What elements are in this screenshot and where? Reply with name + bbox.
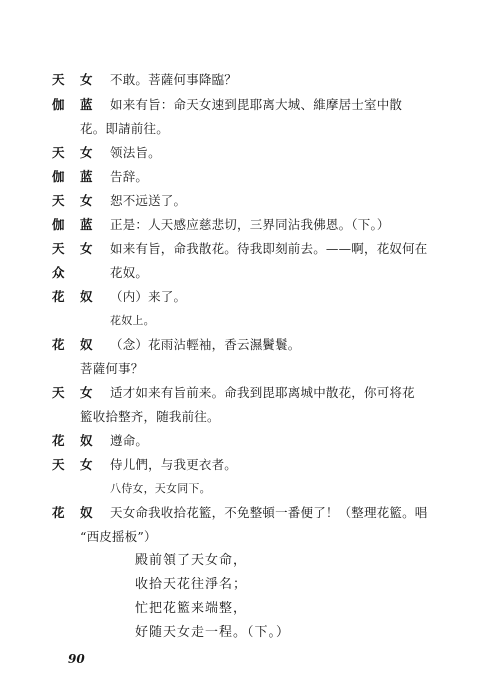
speaker-char: 天 xyxy=(52,457,65,472)
verse-line: 收拾天花往淨名； xyxy=(135,577,248,592)
verse-line: 好随天女走一程。（下。） xyxy=(135,625,291,640)
dialogue-text: 恕不远送了。 xyxy=(110,193,187,208)
dialogue-text: 如来有旨，命我散花。待我即刻前去。——啊，花奴何在 xyxy=(110,241,428,256)
dialogue-text: 不敢。菩薩何事降臨？ xyxy=(110,72,238,87)
speaker-char: 伽 xyxy=(52,169,65,184)
speaker-char: 花 xyxy=(52,289,65,304)
speaker-char: 花 xyxy=(52,337,65,352)
speaker-char: 奴 xyxy=(80,289,93,304)
dialogue-text: 正是：人天感应慈悲切，三界同沾我佛恩。（下。） xyxy=(110,217,390,232)
speaker-char: 众 xyxy=(52,265,65,280)
speaker-char: 天 xyxy=(52,72,65,87)
speaker-char: 伽 xyxy=(52,217,65,232)
speaker-char: 女 xyxy=(80,241,93,256)
dialogue-text: 领法旨。 xyxy=(110,145,161,160)
stage-direction: 花奴上。 xyxy=(110,314,155,327)
dialogue-continuation: 菩薩何事？ xyxy=(80,361,144,376)
speaker-char: 花 xyxy=(52,433,65,448)
dialogue-text: （念）花雨沾輕袖，香云濕鬢鬟。 xyxy=(110,337,301,352)
dialogue-continuation: 花。即請前往。 xyxy=(80,121,169,136)
dialogue-text: 适才如来有旨前来。命我到毘耶离城中散花，你可将花 xyxy=(110,385,415,400)
stage-direction: 八侍女，天女同下。 xyxy=(110,482,211,495)
dialogue-text: 天女命我收拾花籃，不免整頓一番便了！（整理花籃。唱 xyxy=(110,505,428,520)
speaker-char: 奴 xyxy=(80,337,93,352)
speaker-char: 奴 xyxy=(80,433,93,448)
speaker-char: 女 xyxy=(80,457,93,472)
dialogue-continuation: 籃收拾整齐，随我前往。 xyxy=(80,409,220,424)
dialogue-continuation: “西皮摇板”） xyxy=(80,529,157,544)
speaker-char: 女 xyxy=(80,72,93,87)
speaker-char: 花 xyxy=(52,505,65,520)
speaker-char: 蓝 xyxy=(80,97,93,112)
speaker-char: 蓝 xyxy=(80,217,93,232)
speaker-char: 蓝 xyxy=(80,169,93,184)
speaker-char: 女 xyxy=(80,193,93,208)
speaker-char: 奴 xyxy=(80,505,93,520)
speaker-char: 天 xyxy=(52,241,65,256)
dialogue-text: 侍儿們，与我更衣者。 xyxy=(110,457,238,472)
dialogue-text: 如来有旨：命天女速到毘耶离大城、維摩居士室中散 xyxy=(110,97,403,112)
speaker-char: 天 xyxy=(52,145,65,160)
dialogue-text: 告辞。 xyxy=(110,169,149,184)
dialogue-text: 花奴。 xyxy=(110,265,149,280)
speaker-char: 天 xyxy=(52,385,65,400)
speaker-char: 伽 xyxy=(52,97,65,112)
speaker-char: 女 xyxy=(80,385,93,400)
verse-line: 忙把花籃来端整， xyxy=(135,601,248,616)
verse-line: 殿前領了天女命， xyxy=(135,553,248,568)
page-number: 90 xyxy=(68,652,85,666)
dialogue-text: 遵命。 xyxy=(110,433,149,448)
dialogue-text: （内）来了。 xyxy=(110,289,187,304)
speaker-char: 天 xyxy=(52,193,65,208)
speaker-char: 女 xyxy=(80,145,93,160)
